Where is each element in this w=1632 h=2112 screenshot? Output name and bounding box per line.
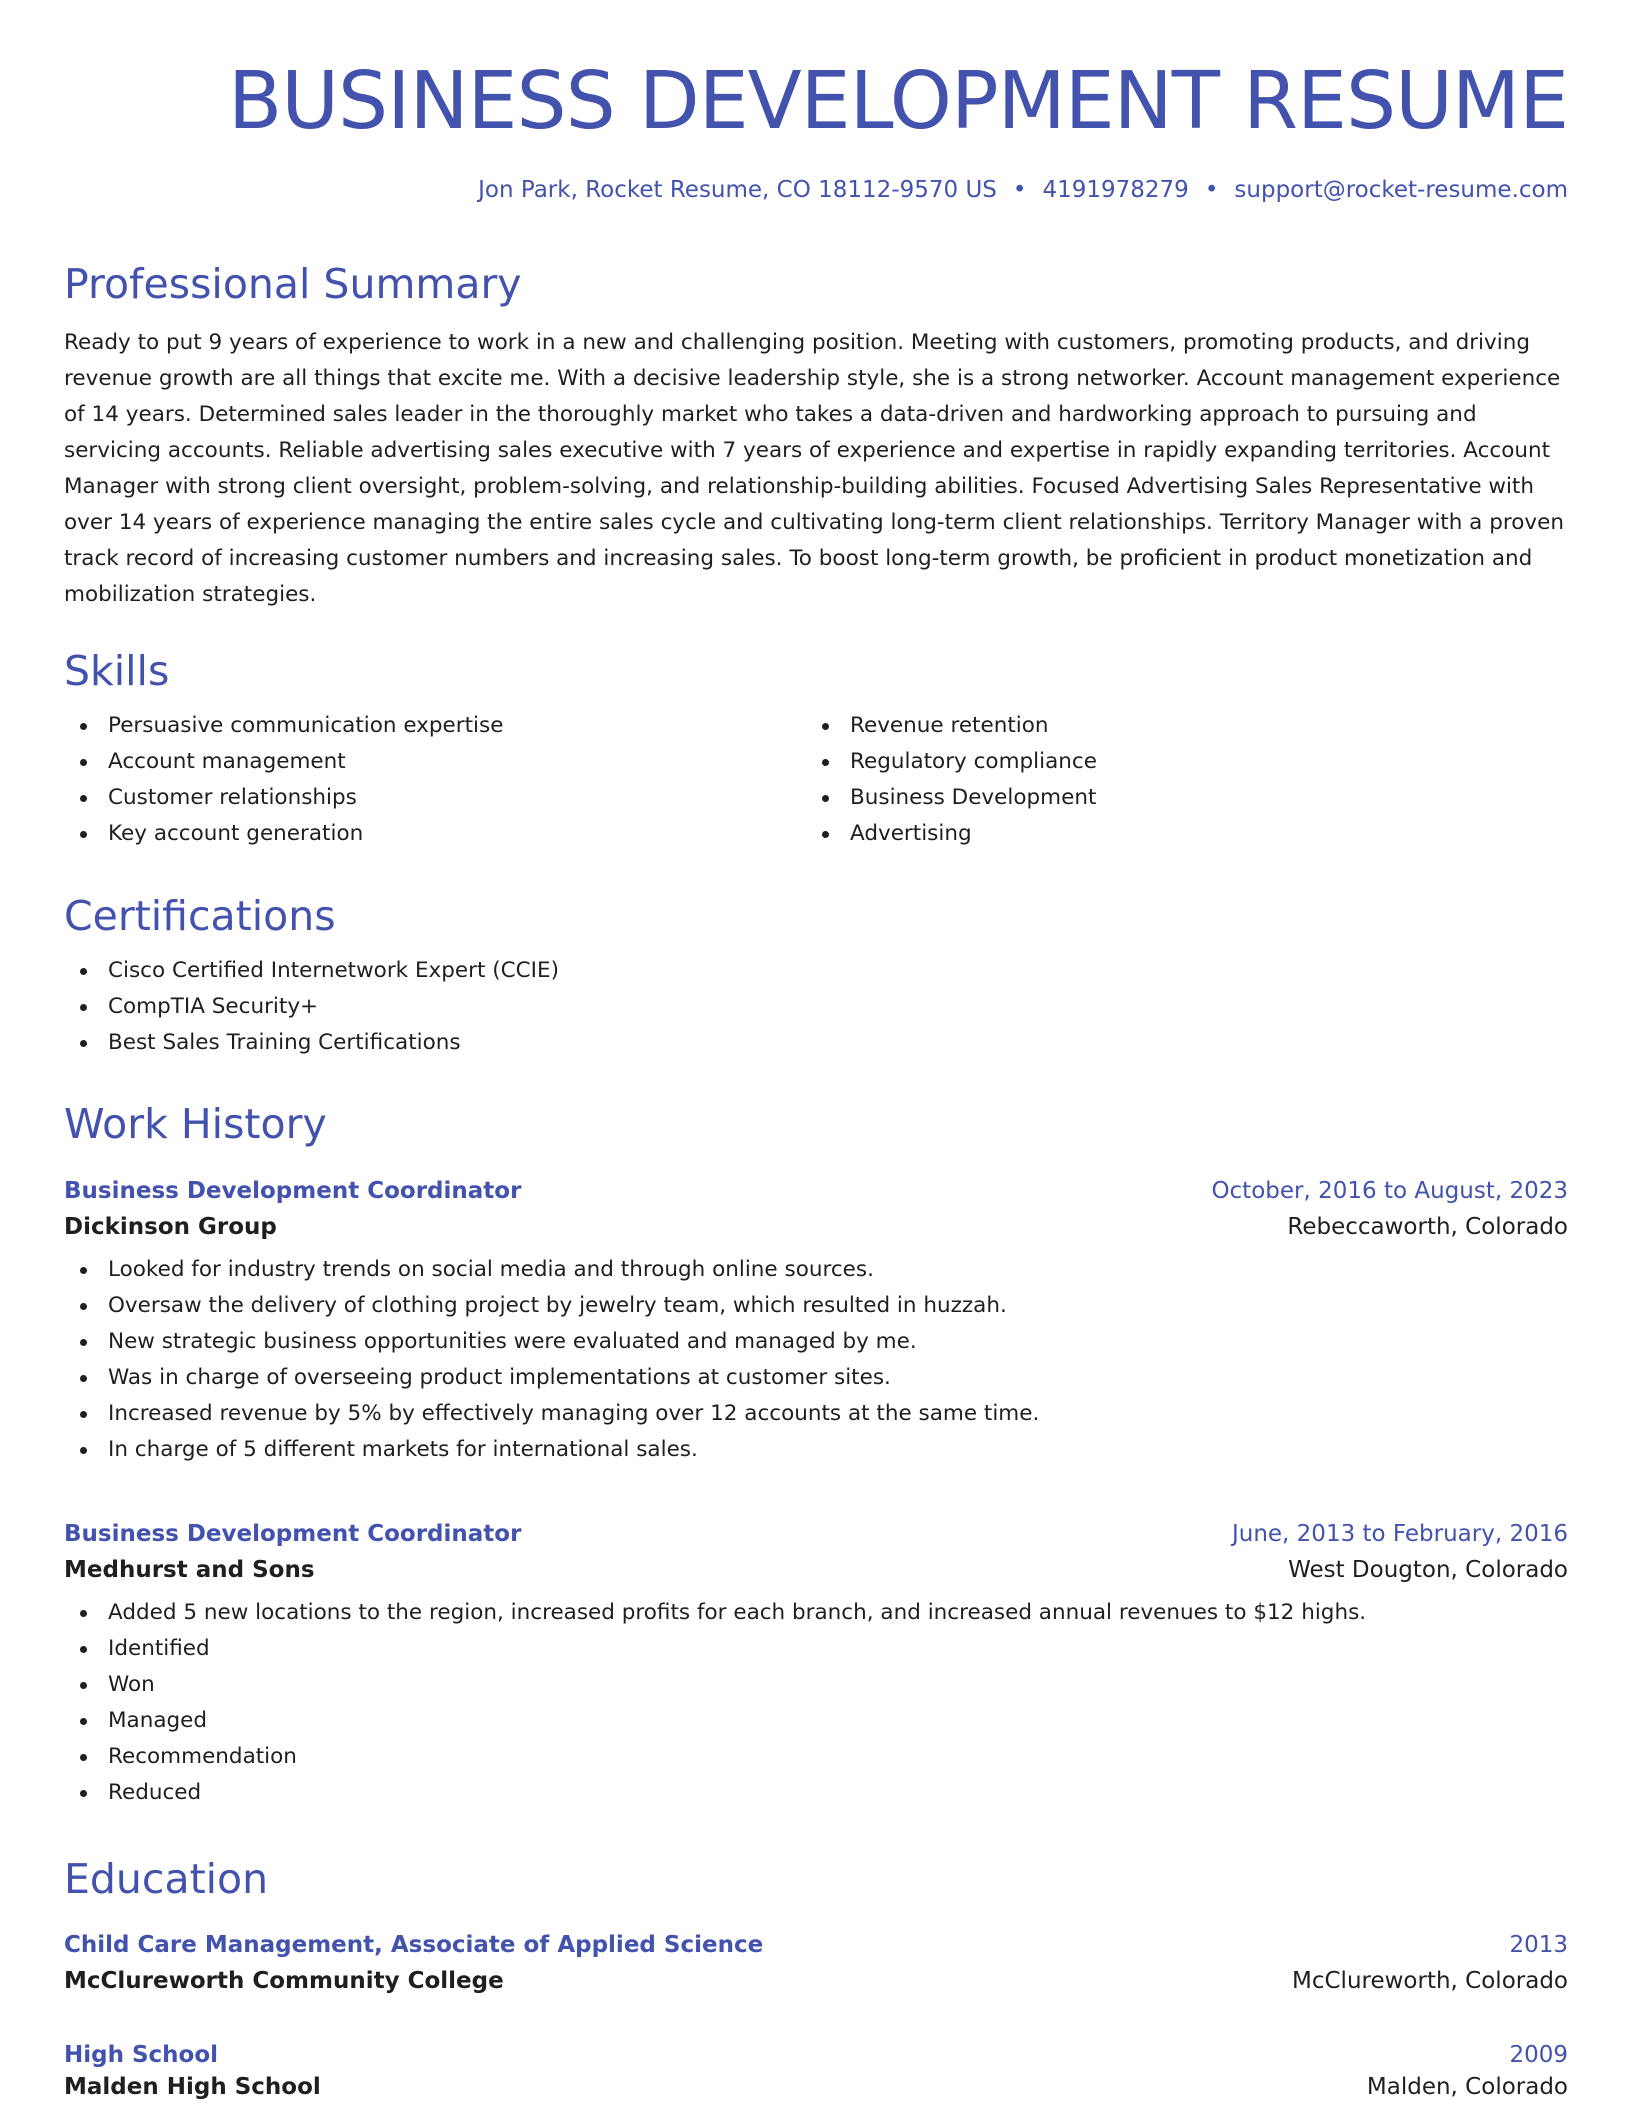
education-heading: Education [64,1855,269,1903]
education-header [64,2042,1568,2068]
skills-heading: Skills [64,647,170,695]
certifications-heading: Certifications [64,892,336,940]
skill-item: Revenue retention [806,708,1548,744]
skills-right-list [806,708,1548,852]
certifications-section [64,892,1568,1061]
education-school: Malden High School [64,2074,321,2100]
contact-phone: 4191978279 [1042,177,1189,203]
work-history-section [64,1100,1568,1149]
job-company: Dickinson Group [64,1214,277,1240]
education-location: McClureworth, Colorado [1292,1968,1568,1994]
job-bullets [64,1595,1568,1811]
certification-item: Cisco Certified Internetwork Expert (CCIE) [64,953,1568,989]
job-bullet: Recommendation [64,1739,1568,1775]
job-bullet: Oversaw the delivery of clothing project by jewelry team, which resulted in huzzah. [64,1288,1568,1324]
job-entry [64,1178,1568,1468]
job-location: West Dougton, Colorado [1288,1557,1568,1583]
resume-title: BUSINESS DEVELOPMENT RESUME [228,55,1568,147]
summary-section [64,260,1568,613]
job-subheader [64,1214,1568,1240]
job-title: Business Development Coordinator [64,1178,522,1204]
contact-address: Jon Park, Rocket Resume, CO 18112-9570 US [478,177,997,203]
skills-left-list [64,708,806,852]
job-bullet: Increased revenue by 5% by effectively managing over 12 accounts at the same time. [64,1396,1568,1432]
job-entry [64,1521,1568,1811]
education-entry [64,1932,1568,1994]
job-bullet: Managed [64,1703,1568,1739]
education-degree: Child Care Management, Associate of Applied Science [64,1932,764,1958]
summary-heading: Professional Summary [64,260,522,308]
certification-item: CompTIA Security+ [64,989,1568,1025]
job-company: Medhurst and Sons [64,1557,315,1583]
education-year: 2013 [1509,1932,1568,1958]
job-bullet: Added 5 new locations to the region, increased profits for each branch, and increased annual revenues to $12 highs. [64,1595,1568,1631]
education-year: 2009 [1509,2042,1568,2068]
job-bullet: Reduced [64,1775,1568,1811]
job-header [64,1521,1568,1547]
job-title: Business Development Coordinator [64,1521,522,1547]
job-dates: October, 2016 to August, 2023 [1211,1178,1568,1204]
job-bullet: Was in charge of overseeing product implementations at customer sites. [64,1360,1568,1396]
education-subheader [64,2074,1568,2100]
job-bullet: Identified [64,1631,1568,1667]
job-location: Rebeccaworth, Colorado [1287,1214,1568,1240]
skill-item: Business Development [806,780,1548,816]
summary-text: Ready to put 9 years of experience to work in a new and challenging position. Meeting with customers, promoting products, and driving revenue growth are all things that excite me. With a decisive leadership style, she is a strong networker. Account management experience of 14 years. Determined sales leader in the thoroughly market who takes a data-driven and hardworking approach to pursuing and servicing accounts. Reliable advertising sales executive with 7 years of experience and expertise in rapidly expanding territories. Account Manager with strong client oversight, problem-solving, and relationship-building abilities. Focused Advertising Sales Representative with over 14 years of experience managing the entire sales cycle and cultivating long-term client relationships. Territory Manager with a proven track record of increasing customer numbers and increasing sales. To boost long-term growth, be proficient in product monetization and mobilization strategies. [64,330,1564,608]
education-subheader [64,1968,1568,1994]
skill-item: Customer relationships [64,780,806,816]
job-header [64,1178,1568,1204]
work-history-heading: Work History [64,1100,327,1148]
education-location: Malden, Colorado [1366,2074,1568,2100]
contact-line [64,179,1568,202]
job-bullets [64,1252,1568,1468]
job-bullet: In charge of 5 different markets for international sales. [64,1432,1568,1468]
skill-item: Advertising [806,816,1548,852]
certifications-list [64,953,1568,1061]
certification-item: Best Sales Training Certifications [64,1025,1568,1061]
skill-item: Regulatory compliance [806,744,1548,780]
contact-separator: • [1012,177,1027,203]
skill-item: Persuasive communication expertise [64,708,806,744]
skills-grid [64,708,1568,852]
education-entry [64,2042,1568,2100]
education-header [64,1932,1568,1958]
contact-separator: • [1204,177,1219,203]
education-school: McClureworth Community College [64,1968,504,1994]
job-bullet: Won [64,1667,1568,1703]
contact-email[interactable]: support@rocket-resume.com [1234,177,1568,203]
job-bullet: Looked for industry trends on social media and through online sources. [64,1252,1568,1288]
job-bullet: New strategic business opportunities were evaluated and managed by me. [64,1324,1568,1360]
education-section [64,1855,1568,1904]
skill-item: Account management [64,744,806,780]
job-dates: June, 2013 to February, 2016 [1231,1521,1568,1547]
skills-section [64,647,1568,852]
job-subheader [64,1557,1568,1583]
skill-item: Key account generation [64,816,806,852]
education-degree: High School [64,2042,219,2068]
